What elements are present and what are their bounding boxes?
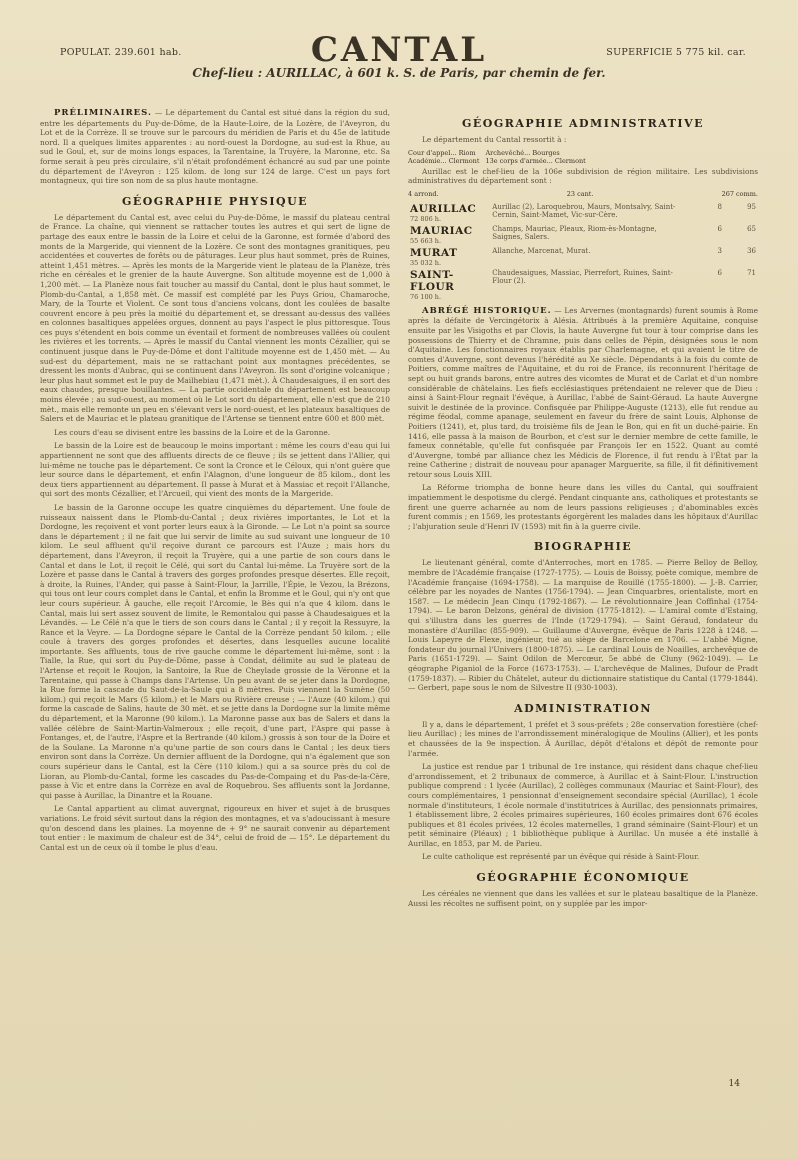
arrondissement-pop: 55 663 h. [410,236,442,245]
administration-heading: ADMINISTRATION [514,701,652,715]
arrondissement-row [408,202,758,224]
preliminaires-lead: PRÉLIMINAIRES. [54,108,152,118]
geo-admin-heading: GÉOGRAPHIE ADMINISTRATIVE [461,117,704,130]
jurisdiction-legend [408,149,758,165]
arrondissement-n1: 8 [717,202,722,211]
academie: Académie... Clermont [408,156,480,165]
left-column [40,108,390,912]
historique-text: — Les Arvernes (montagnards) furent soumis à Rome après la défaite de Vercingétorix à Alésia. Attribués à la première Aquitaine, conquise ensuite par les Visigoths et par Clovis, la haute Auvergne fut tour à tour comprise dans les possessions de Thierry et de Chramne, puis dans celles de Pépin, désignées sous le nom d'Aquitaine. Les fonctionnaires royaux établis par Charlemagne, et qui avaient le titre de comtes d'Auvergne, sont devenus l'hérédité au Xe siècle. Dépendants à la fois du comte de Poitiers, comme maîtres de l'Aquitaine, et du roi de France, ils reconnurent l'héritage de sept ou huit grands barons, entre autres des vicomtes de Murat et de Carlat et d'un nombre considérable de châtelains. Les fiefs ecclésiastiques prétendaient ne relever que de Dieu : ainsi à Saint-Flour regnait l'évêque, à Aurillac, l'abbé de Saint-Géraud. La haute Auvergne suivit le destinée de la province. Confisquée par Philippe-Auguste (1213), elle fut rendue au régime féodal, comme apanage, seulement en faveur du frère de saint Louis, Alphonse de Poitiers (1241), et, plus tard, du troisième fils de Jean le Bon, qui en fit un duché-pairie. En 1416, elle passa à la maison de Bourbon, et c'est sur le dernier membre de cette famille, le fameux connétable, qu'elle fut confisquée par François Ier en 1522. Quant au comté d'Auvergne, tombé par alliance chez les Médicis de Florence, il fut rendu à l'État par la reine Catherine ; distrait de nouveau pour apanager Marguerite, sa fille, il fit définitivement retour sous Louis XIII. [408,305,758,479]
arrondissement-cantons: Champs, Mauriac, Pleaux, Riom-ès-Montagne, Saignes, Salers. [492,224,657,241]
geo-admin-intro: Le département du Cantal ressortit à : [422,135,567,144]
archeveche: Archevêché... Bourges [485,148,560,157]
geo-economique-heading: GÉOGRAPHIE ÉCONOMIQUE [476,871,690,885]
arrondissement-n2: 65 [747,224,756,233]
arrondissement-n1: 3 [717,246,722,255]
arrondissement-cantons: Allanche, Marcenat, Murat. [492,246,591,255]
arrondissement-row [408,268,758,302]
arrondissement-n2: 36 [747,246,756,255]
biographie-text: Le lieutenant général, comte d'Anterroches, mort en 1785. — Pierre Belloy de Belloy, membre de l'Académie française (1727-1775). — Louis de Boissy, poète comique, membre de l'Académie française (1694-1758). — La marquise de Rouillé (1755-1800). — J.-B. Carrier, célèbre par les noyades de Nantes (1756-1794). — Jean Cinquarbres, orientaliste, mort en 1587. — Le médecin Jean Cinqu (1792-1867). — Le révolutionnaire Jean Coffinhal (1754-1794). — Le baron Delzons, général de division (1775-1812). — L'amiral comte d'Estaing, qui s'illustra dans les guerres de l'Inde (1729-1794). — Saint Géraud, fondateur du monastère d'Aurillac (855-909). — Guillaume d'Auvergne, évêque de Paris 1228 à 1248. — Louis Lapeyre de Flexe, ingénieur, tué au siège de Barcelone en 1706. — L'abbé Migne, fondateur du journal l'Univers (1800-1875). — Le cardinal Louis de Noailles, archevêque de Paris (1651-1729). — Saint Odilon de Mercœur, 5e abbé de Cluny (962-1049). — Le géographe Piganiol de la Force (1673-1753). — L'archevêque de Malines, Dufour de Pradt (1759-1837). — Ribier du Châtelet, auteur du dictionnaire statistique du Cantal (1779-1844). — Gerbert, pape sous le nom de Silvestre II (930-1003). [408,558,758,693]
arrondissement-cell [408,224,490,246]
preliminaires-text: — Le département du Cantal est situé dans la région du sud, entre les départements du Puy-de-Dôme, de la Haute-Loire, de la Lozère, de l'Aveyron, du Lot et de la Corrèze. Il se trouve sur le parcours du méridien de Paris et du 45e de latitude nord. Il a quelques limites apparentes : au nord-ouest la Dordogne, au sud-est la Rhue, au sud le Goul, et, sur de moins longs espaces, la Tarentaine, la Truyère, la Maronne, etc. Sa forme serait à peu près circulaire, s'il n'était profondément échancré au sud par une pointe du département de l'Aveyron : 125 kilom. de long sur 124 de large. C'est un pays fort montagneux, qui tire son nom de sa plus haute montagne. [40,108,390,186]
arrondissement-name: MURAT [410,246,458,259]
geo-physique-p5: Le Cantal appartient au climat auvergnat, rigoureux en hiver et sujet à de brusques variations. Le froid sévit surtout dans la région des montagnes, et va s'adoucissant à mesure qu'on descend dans les plaines. La moyenne de + 9° ne saurait convenir au département tout entier : le maximum de chaleur est de 34°, celui de froid de — 15°. Le département du Cantal est un de ceux où il tombe le plus d'eau. [40,804,390,852]
right-column [408,108,758,912]
arrondissement-row [408,224,758,246]
administration-p1: Il y a, dans le département, 1 préfet et 3 sous-préfets ; 28e conservation forestière (chef-lieu Aurillac) ; les mines de l'arrondissement minéralogique de Moulins (Allier), et les ponts et chaussées de la 9e inspection. À Aurillac, dépôt d'étalons et dépôt de remonte pour l'armée. [408,719,758,758]
arrondissement-n1: 6 [717,224,722,233]
arrondissement-pop: 76 100 h. [410,292,442,301]
jurisdiction-left [408,149,479,165]
arrondissement-pop: 72 806 h. [410,214,442,223]
header [40,28,758,102]
administration-p3: Le culte catholique est représenté par un évêque qui réside à Saint-Flour. [422,852,700,862]
geo-physique-p4: Le bassin de la Garonne occupe les quatre cinquièmes du département. Une foule de ruisseaux naissent dans le Plomb-du-Cantal ; deux rivières importantes, le Lot et la Dordogne, les reçoivent et vont porter leurs eaux à la Gironde. — Le Lot n'a point sa source dans le département ; il ne fait que lui servir de limite au sud suivant une longueur de 10 kilom. Le seul affluent qu'il reçoive durant ce parcours est l'Auze ; mais hors du département, dans l'Aveyron, il reçoit la Truyère, qui a une partie de son cours dans le Cantal et dans le Lot, il reçoit le Célé, qui sort du Cantal lui-même. La Truyère sort de la Lozère et passe dans le Cantal à travers des gorges profondes presque désertes. Elle reçoit, à droite, la Ruines, l'Ander, qui passe à Saint-Flour, la Jarrille, l'Épie, le Vezou, la Brézons, qui tous ont leur cours complet dans le Cantal, et enfin la Bromme et le Goul, qui n'y ont que leur cours supérieur. À gauche, elle reçoit l'Arcomie, le Bès qui n'a que 4 kilom. dans le Cantal, mais lui sert assez souvent de limite, le Remontalou qui passe à Chaudesaigues et la Lévandès. — Le Célé n'a que le tiers de son cours dans le Cantal ; il y reçoit la Ressuyre, la Rance et la Veyre. — La Dordogne sépare le Cantal de la Corrèze pendant 50 kilom. ; elle coule à travers des gorges profondes et désertes, dans lesquelles aucune localité importante. Ses affluents, tous de rive gauche comme le département lui-même, sont : la Tialle, la Rue, qui sort du Puy-de-Dôme, passe à Condat, délimite au sud le plateau de l'Artense et reçoit le Roujon, la Santoire, la Rue de Cheylade grossie de la Véronne et la Tarentaine, qui passe à Champs dans l'Artense. Un peu avant de se jeter dans la Dordogne, la Rue forme la cascade du Saut-de-la-Saule qui a 8 mètres. Puis viennent la Sumène (50 kilom.) qui reçoit le Mars (5 kilom.) et le Mars ou Rivière creuse ; — l'Auze (40 kilom.) qui forme la cascade de Salins, haute de 30 mèt. et se jette dans la Dordogne sur la limite même du département, et la Maronne (90 kilom.). La Maronne passe aux bas de Salers et dans la vallée célèbre de Saint-Martin-Valmeroux ; elle reçoit, d'une part, l'Aspre qui passe à Fontanges, et, de l'autre, l'Aspre et la Bertrande (40 kilom.) grossis à son tour de la Doire et de la Soulane. La Maronne n'a qu'une partie de son cours dans le Cantal ; les deux tiers environ sont dans la Corrèze. Un dernier affluent de la Dordogne, qui n'a également que son cours supérieur dans le Cantal, est la Cère (110 kilom.) qui a sa source près du col de Lioran, au Plomb-du-Cantal, forme les cascades du Pas-de-Compaing et du Pas-de-la-Cère, passe à Vic et entre dans la Corrèze en aval de Roquebrou. Ses affluents sont la Jordanne, qui passe à Aurillac, la Dinantre et la Rouane. [40,502,390,800]
arrondissement-cell [408,246,490,268]
administration-p2: La justice est rendue par 1 tribunal de 1re instance, qui résident dans chaque chef-lieu d'arrondissement, et 2 tribunaux de commerce, à Aurillac et à Saint-Flour. L'instruction publique comprend : 1 lycée (Aurillac), 2 collèges communaux (Mauriac et Saint-Flour), des cours complémentaires, 1 pensionnat d'enseignement secondaire spécial (Aurillac), 1 école normale d'instituteurs, 1 école normale d'institutrices à Aurillac, des pensionnats primaires, 1 établissement libre, 2 écoles primaires supérieures, 160 écoles primaires dont 676 écoles publiques et 81 écoles privées, 12 écoles maternelles, 1 grand séminaire (Saint-Flour) et un petit séminaire (Pléaux) ; 1 bibliothèque publique à Aurillac. Un musée a été installé à Aurillac, en 1853, par M. de Parieu. [408,762,758,848]
arrondissement-cantons: Aurillac (2), Laroquebrou, Maurs, Montsalvy, Saint-Cernin, Saint-Mamet, Vic-sur-Cère. [492,202,676,219]
arrondissement-n2: 95 [747,202,756,211]
arrondissement-n1: 6 [717,268,722,277]
geo-admin-after: Aurillac est le chef-lieu de la 106e subdivision de région militaire. Les subdivisions administratives du département sont : [408,166,758,186]
arrondissement-name: SAINT-FLOUR [410,268,455,293]
chef-lieu-line: Chef-lieu : AURILLAC, à 601 k. S. de Paris, par chemin de fer. [192,66,606,80]
arrondissements-body [408,202,758,302]
arrondissement-cantons: Chaudesaigues, Massiac, Pierrefort, Ruines, Saint-Flour (2). [492,268,673,285]
col-comm: 267 comm. [721,189,758,198]
arrondissement-cell [408,268,490,302]
surface-label: SUPERFICIE 5 775 kil. car. [606,47,746,58]
arrondissement-name: AURILLAC [410,202,477,215]
corps-armee: 13e corps d'armée... Clermont [485,156,586,165]
historique-lead: ABRÉGÉ HISTORIQUE. [422,305,552,316]
page-number: 14 [728,1079,740,1089]
arrondissement-pop: 35 032 h. [410,258,442,267]
geo-physique-heading: GÉOGRAPHIE PHYSIQUE [121,194,309,208]
historique-p2: La Réforme triompha de bonne heure dans les villes du Cantal, qui souffraient impatiemment le despotisme du clergé. Pendant cinquante ans, catholiques et protestants se firent une guerre acharnée au nom de leurs passions religieuses ; d'abominables excès furent commis ; en 1569, les protestants égorgèrent les malades dans les hôpitaux d'Aurillac ; l'abjuration seule d'Henri IV (1593) mit fin à la guerre civile. [408,483,758,531]
admin-table-head [408,190,758,198]
preliminaires-paragraph [40,108,390,186]
arrondissement-n2: 71 [747,268,756,277]
jurisdiction-right [485,149,585,165]
arrondissement-cell [408,202,490,224]
historique-paragraph [408,306,758,480]
arrondissements-table [408,202,758,302]
biographie-heading: BIOGRAPHIE [533,540,633,554]
col-arrond: 4 arrond. [408,189,439,198]
geo-economique-text: Les céréales ne viennent que dans les vallées et sur le plateau basaltique de la Planèze. Aussi les récoltes ne suffisent point, on y supplée par les impor- [408,889,758,908]
geo-physique-p3: Le bassin de la Loire est de beaucoup le moins important : même les cours d'eau qui lui appartiennent ne sont que des affluents directs de ce fleuve ; ils se jettent dans l'Allier, qui lui-même ne touche pas le département. Ce sont la Cronce et le Céloux, qui n'ont guère que leur source dans le département, et enfin l'Alagnon, d'une longueur de 85 kilom., dont les deux tiers appartiennent au département. Il passe à Murat et à Massiac et reçoit l'Allanche, qui sort des monts Cézallier, et l'Arcueil, qui vient des monts de la Margeride. [40,441,390,499]
population-label: POPULAT. 239.601 hab. [60,47,182,58]
columns [40,108,758,912]
col-cant: 23 cant. [566,189,594,198]
arrondissement-row [408,246,758,268]
page-title: CANTAL [310,30,488,70]
geo-physique-p2: Les cours d'eau se divisent entre les bassins de la Loire et de la Garonne. [54,427,331,437]
geo-physique-p1: Le département du Cantal est, avec celui du Puy-de-Dôme, le massif du plateau central de France. La chaîne, qui viennent se rattacher toutes les autres et qui sert de ligne de partage des eaux entre le bassin de la Loire et celui de la Garonne, est formée d'abord des monts de la Margeride, qui viennent de la Lozère. Ce sont des montagnes granitiques, peu accidentées et couvertes de forêts ou de pâturages. Leur plus haut sommet, près de Ruines, atteint 1,451 mètres. — Après les monts de la Margeride vient le plateau de la Planèze, très riche en céréales et le grenier de la haute Auvergne. Son altitude moyenne est de 1,000 à 1,200 mèt. — La Planèze nous fait toucher au massif du Cantal, dont le plus haut sommet, le Plomb-du-Cantal, a 1,858 mèt. Ce massif est complété par les Puys Griou, Chamaroche, Mary, de la Tourte et Violent. Ce sont tous d'anciens volcans, dont les coulées de basalte couvrent encore à peu près la moitié du département et, se dressant au-dessus des vallées en colonnes basaltiques appelées orgues, donnent au pays l'aspect le plus pittoresque. Tous ces puys s'étendent en bois comme un éventail et forment de nombreuses vallées où coulent les rivières et les torrents. — Après le massif du Cantal viennent les monts Cézallier, qui se continuent jusque dans le Puy-de-Dôme et dont l'altitude moyenne est de 1,450 mèt. — Au sud-est du département, mais ne se rattachant point aux montagnes précédentes, se dressent les monts d'Aubrac, qui se continuent dans l'Aveyron. Ils sont d'origine volcanique ; leur plus haut sommet est le puy de Mailhebiau (1,471 mèt.). À Chaudesaigues, il en sort des eaux chaudes, presque bouillantes. — La partie occidentale du département est beaucoup moins élevée ; au sud-ouest, au moment où le Lot sort du département, elle n'est que de 210 mèt., mais elle remonte un peu en s'élevant vers le nord-ouest, et les plateaux basaltiques de Salers et de Mauriac et le plateau granitique de l'Artense se tiennent entre 600 et 800 mèt. [40,212,390,424]
arrondissement-name: MAURIAC [410,224,473,237]
cour-appel: Cour d'appel... Riom [408,148,476,157]
